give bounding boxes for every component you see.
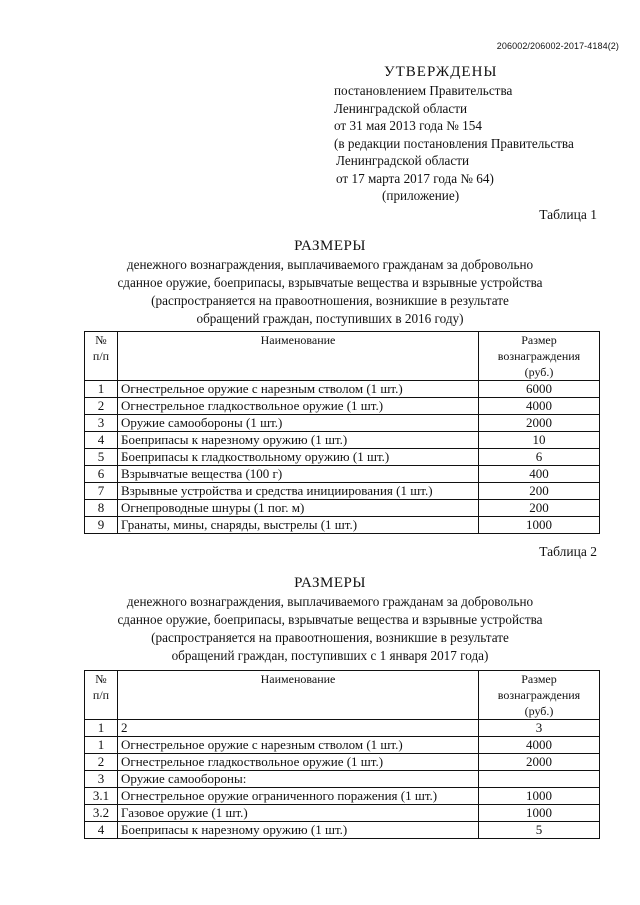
table1-title: РАЗМЕРЫ bbox=[294, 238, 366, 254]
row-number-cell: 9 bbox=[85, 517, 118, 534]
row-number-cell: 1 bbox=[85, 381, 118, 398]
row-name-cell: Огнестрельное гладкоствольное оружие (1 шт.) bbox=[118, 754, 479, 771]
row-amount-cell: 10 bbox=[479, 432, 600, 449]
row-amount-cell: 2000 bbox=[479, 754, 600, 771]
table-row bbox=[85, 771, 600, 788]
table-row bbox=[85, 517, 600, 534]
table-row bbox=[85, 415, 600, 432]
table-row bbox=[85, 720, 600, 737]
table2-subtitle-line: обращений граждан, поступивших с 1 января 2017 года) bbox=[171, 648, 489, 663]
table-row bbox=[85, 822, 600, 839]
row-amount-cell: 3 bbox=[479, 720, 600, 737]
row-amount-cell: 6 bbox=[479, 449, 600, 466]
row-name-cell: Боеприпасы к гладкоствольному оружию (1 шт.) bbox=[118, 449, 479, 466]
row-number-cell: 7 bbox=[85, 483, 118, 500]
column-header-number: № п/п bbox=[85, 671, 118, 720]
row-name-cell: Огнестрельное оружие с нарезным стволом (1 шт.) bbox=[118, 381, 479, 398]
approval-line: от 31 мая 2013 года № 154 bbox=[334, 118, 482, 133]
row-number-cell: 5 bbox=[85, 449, 118, 466]
row-amount-cell: 4000 bbox=[479, 737, 600, 754]
table-row bbox=[85, 788, 600, 805]
approval-line: Ленинградской области bbox=[336, 153, 470, 168]
row-number-cell: 1 bbox=[85, 720, 118, 737]
reward-table-1 bbox=[84, 331, 600, 534]
column-header-amount: Размер вознаграждения (руб.) bbox=[479, 332, 600, 381]
column-header-number: № п/п bbox=[85, 332, 118, 381]
row-amount-cell: 1000 bbox=[479, 517, 600, 534]
approval-title: УТВЕРЖДЕНЫ bbox=[384, 64, 498, 80]
row-amount-cell: 1000 bbox=[479, 788, 600, 805]
row-name-cell: Гранаты, мины, снаряды, выстрелы (1 шт.) bbox=[118, 517, 479, 534]
approval-block bbox=[334, 63, 624, 205]
row-amount-cell: 200 bbox=[479, 483, 600, 500]
approval-line: (приложение) bbox=[382, 188, 460, 203]
table2-subtitle-line: сданное оружие, боеприпасы, взрывчатые вещества и взрывные устройства bbox=[117, 612, 543, 627]
row-name-cell: Взрывные устройства и средства инициирования (1 шт.) bbox=[118, 483, 479, 500]
table2-label: Таблица 2 bbox=[539, 544, 597, 559]
row-amount-cell: 400 bbox=[479, 466, 600, 483]
row-name-cell: Боеприпасы к нарезному оружию (1 шт.) bbox=[118, 432, 479, 449]
row-amount-cell bbox=[479, 771, 600, 788]
row-name-cell: Оружие самообороны: bbox=[118, 771, 479, 788]
table-row bbox=[85, 754, 600, 771]
reward-table-2 bbox=[84, 670, 600, 839]
table2-heading bbox=[60, 574, 600, 665]
row-number-cell: 3.2 bbox=[85, 805, 118, 822]
row-number-cell: 2 bbox=[85, 398, 118, 415]
table-row bbox=[85, 381, 600, 398]
row-name-cell: Газовое оружие (1 шт.) bbox=[118, 805, 479, 822]
row-name-cell: Оружие самообороны (1 шт.) bbox=[118, 415, 479, 432]
table-row bbox=[85, 737, 600, 754]
row-number-cell: 6 bbox=[85, 466, 118, 483]
table-row bbox=[85, 449, 600, 466]
row-name-cell: Взрывчатые вещества (100 г) bbox=[118, 466, 479, 483]
table-row bbox=[85, 500, 600, 517]
column-header-name: Наименование bbox=[118, 332, 479, 381]
table2-subtitle-line: денежного вознаграждения, выплачиваемого гражданам за добровольно bbox=[126, 594, 534, 609]
table1-heading bbox=[60, 237, 600, 328]
table-row bbox=[85, 432, 600, 449]
row-amount-cell: 4000 bbox=[479, 398, 600, 415]
row-name-cell: 2 bbox=[118, 720, 479, 737]
row-amount-cell: 6000 bbox=[479, 381, 600, 398]
table1-subtitle-line: обращений граждан, поступивших в 2016 году) bbox=[196, 311, 464, 326]
approval-line: от 17 марта 2017 года № 64) bbox=[336, 170, 494, 186]
row-amount-cell: 2000 bbox=[479, 415, 600, 432]
table-row bbox=[85, 466, 600, 483]
row-amount-cell: 1000 bbox=[479, 805, 600, 822]
table1-subtitle-line: сданное оружие, боеприпасы, взрывчатые вещества и взрывные устройства bbox=[117, 275, 543, 290]
table-row bbox=[85, 398, 600, 415]
row-number-cell: 3 bbox=[85, 771, 118, 788]
approval-line: постановлением Правительства bbox=[334, 83, 513, 98]
table-row bbox=[85, 805, 600, 822]
table1-label: Таблица 1 bbox=[539, 207, 597, 222]
row-name-cell: Огнепроводные шнуры (1 пог. м) bbox=[118, 500, 479, 517]
row-name-cell: Огнестрельное оружие ограниченного поражения (1 шт.) bbox=[118, 788, 479, 805]
approval-line: (в редакции постановления Правительства bbox=[334, 135, 574, 151]
row-number-cell: 4 bbox=[85, 432, 118, 449]
row-number-cell: 8 bbox=[85, 500, 118, 517]
table2-title: РАЗМЕРЫ bbox=[294, 575, 366, 591]
row-amount-cell: 5 bbox=[479, 822, 600, 839]
document-id: 206002/206002-2017-4184(2) bbox=[496, 41, 619, 51]
row-name-cell: Огнестрельное оружие с нарезным стволом (1 шт.) bbox=[118, 737, 479, 754]
row-number-cell: 2 bbox=[85, 754, 118, 771]
row-number-cell: 3 bbox=[85, 415, 118, 432]
table1-subtitle-line: (распространяется на правоотношения, возникшие в результате bbox=[151, 293, 509, 308]
row-number-cell: 4 bbox=[85, 822, 118, 839]
row-name-cell: Огнестрельное гладкоствольное оружие (1 шт.) bbox=[118, 398, 479, 415]
row-amount-cell: 200 bbox=[479, 500, 600, 517]
column-header-amount: Размер вознаграждения (руб.) bbox=[479, 671, 600, 720]
table1-subtitle-line: денежного вознаграждения, выплачиваемого гражданам за добровольно bbox=[126, 257, 534, 272]
row-number-cell: 3.1 bbox=[85, 788, 118, 805]
table-row bbox=[85, 483, 600, 500]
row-name-cell: Боеприпасы к нарезному оружию (1 шт.) bbox=[118, 822, 479, 839]
approval-line: Ленинградской области bbox=[334, 100, 468, 116]
table2-subtitle-line: (распространяется на правоотношения, возникшие в результате bbox=[151, 630, 509, 645]
column-header-name: Наименование bbox=[118, 671, 479, 720]
row-number-cell: 1 bbox=[85, 737, 118, 754]
